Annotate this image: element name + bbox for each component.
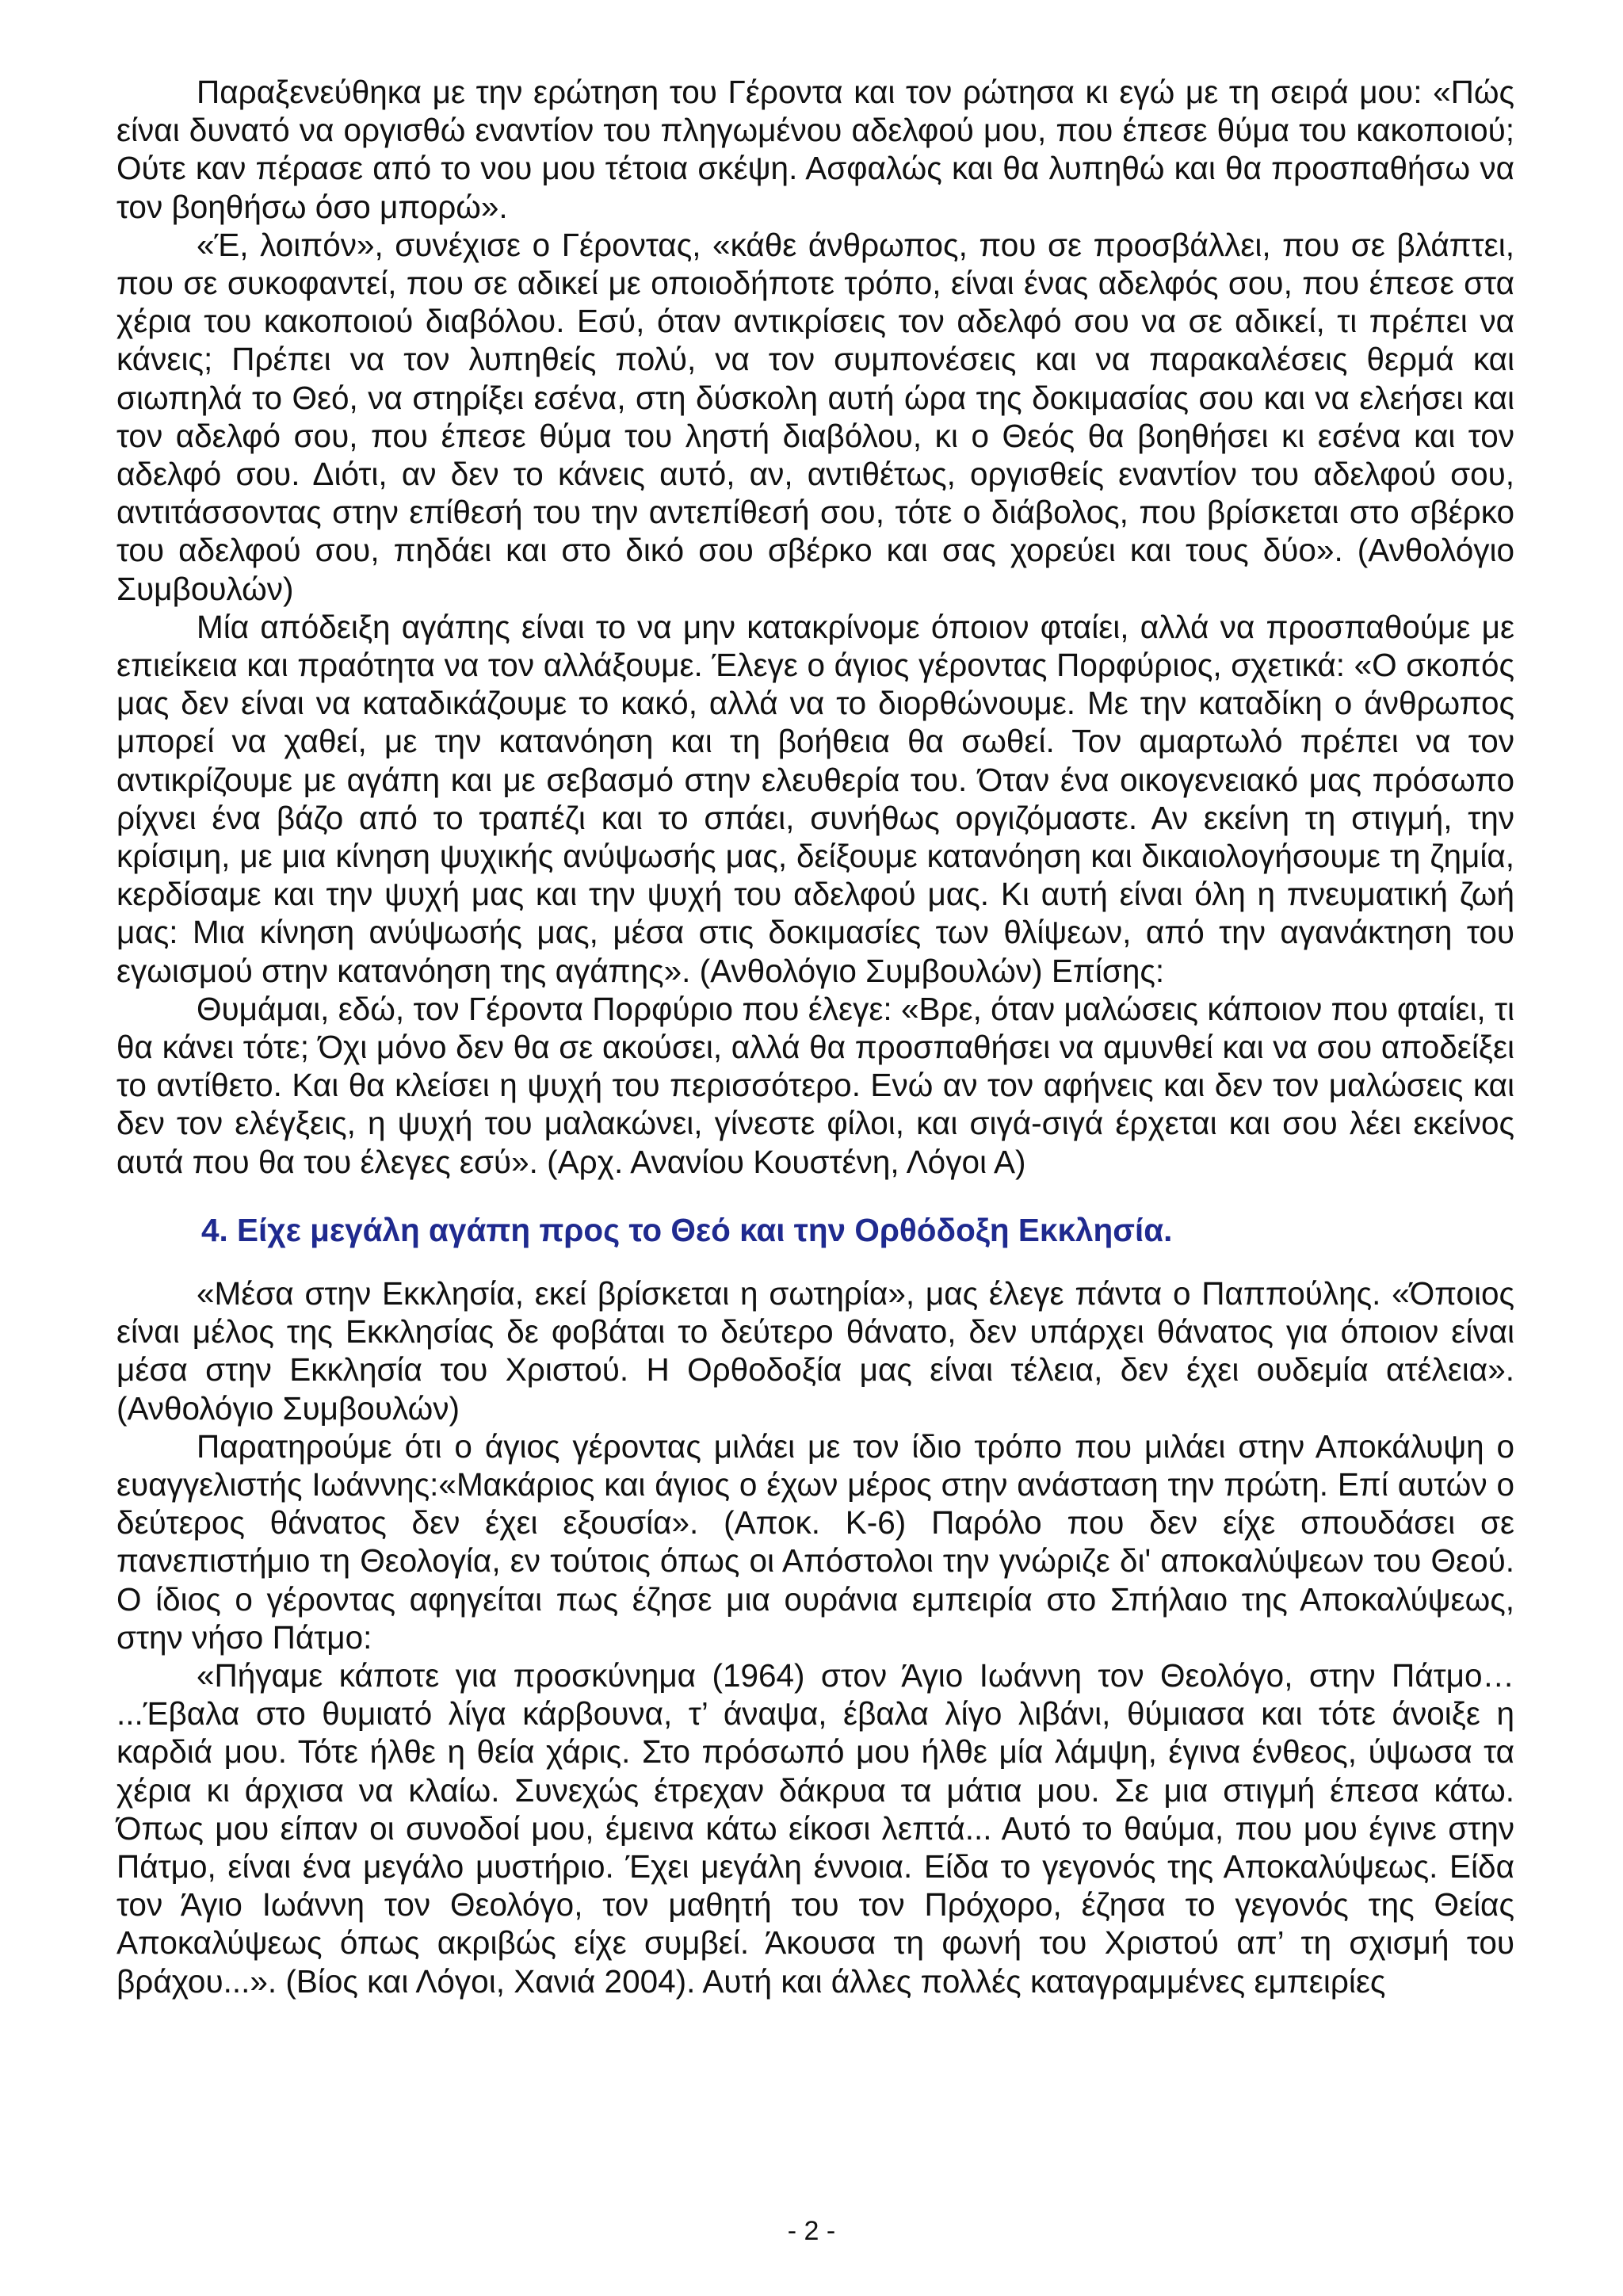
paragraph-4: Θυμάμαι, εδώ, τον Γέροντα Πορφύριο που έλεγε: «Βρε, όταν μαλώσεις κάποιον που φταίει, τι θα κάνει τότε; Όχι μόνο δεν θα σε ακούσει, αλλά θα προσπαθήσει να αμυνθεί και να σου αποδείξει το αντίθετο. Και θα κλείσει η ψυχή του περισσότερο. Ενώ αν τον αφήνεις και δεν τον μαλώσεις και δεν τον ελέγξεις, η ψυχή του μαλακώνει, γίνεστε φίλοι, και σιγά-σιγά έρχεται και σου λέει εκείνος αυτά που θα του έλεγες εσύ». (Αρχ. Ανανίου Κουστένη, Λόγοι Α) <box>116 990 1514 1180</box>
paragraph-2: «Έ, λοιπόν», συνέχισε ο Γέροντας, «κάθε άνθρωπος, που σε προσβάλλει, που σε βλάπτει, που σε συκοφαντεί, που σε αδικεί με οποιοδήποτε τρόπο, είναι ένας αδελφός σου, που έπεσε στα χέρια του κακοποιού διαβόλου. Εσύ, όταν αντικρίσεις τον αδελφό σου να σε αδικεί, τι πρέπει να κάνεις; Πρέπει να τον λυπηθείς πολύ, να τον συμπονέσεις και να παρακαλέσεις θερμά και σιωπηλά το Θεό, να στηρίξει εσένα, στη δύσκολη αυτή ώρα της δοκιμασίας σου και να ελεήσει και τον αδελφό σου, που έπεσε θύμα του ληστή διαβόλου, κι ο Θεός θα βοηθήσει κι εσένα και τον αδελφό σου. Διότι, αν δεν το κάνεις αυτό, αν, αντιθέτως, οργισθείς εναντίον του αδελφού σου, αντιτάσσοντας στην επίθεσή του την αντεπίθεσή σου, τότε ο διάβολος, που βρίσκεται στο σβέρκο του αδελφού σου, πηδάει και στο δικό σου σβέρκο και σας χορεύει και τους δύο». (Ανθολόγιο Συμβουλών) <box>116 226 1514 607</box>
paragraph-6: Παρατηρούμε ότι ο άγιος γέροντας μιλάει με τον ίδιο τρόπο που μιλάει στην Αποκάλυψη ο ευαγγελιστής Ιωάννης:«Μακάριος και άγιος ο έχων μέρος στην ανάσταση την πρώτη. Επί αυτών ο δεύτερος θάνατος δεν έχει εξουσία». (Αποκ. Κ-6) Παρόλο που δεν είχε σπουδάσει σε πανεπιστήμιο τη Θεολογία, εν τούτοις όπως οι Απόστολοι την γνώριζε δι' αποκαλύψεων του Θεού. Ο ίδιος ο γέροντας αφηγείται πως έζησε μια ουράνια εμπειρία στο Σπήλαιο της Αποκαλύψεως, στην νήσο Πάτμο: <box>116 1427 1514 1656</box>
paragraph-7: «Πήγαμε κάποτε για προσκύνημα (1964) στον Άγιο Ιωάννη τον Θεολόγο, στην Πάτμο… ...Έβαλα στο θυμιατό λίγα κάρβουνα, τ’ άναψα, έβαλα λίγο λιβάνι, θύμιασα και τότε άνοιξε η καρδιά μου. Τότε ήλθε η θεία χάρις. Στο πρόσωπό μου ήλθε μία λάμψη, έγινα ένθεος, ύψωσα τα χέρια κι άρχισα να κλαίω. Συνεχώς έτρεχαν δάκρυα τα μάτια μου. Σε μια στιγμή έπεσα κάτω. Όπως μου είπαν οι συνοδοί μου, έμεινα κάτω είκοσι λεπτά... Αυτό το θαύμα, που μου έγινε στην Πάτμο, είναι ένα μεγάλο μυστήριο. Έχει μεγάλη έννοια. Είδα το γεγονός της Αποκαλύψεως. Είδα τον Άγιο Ιωάννη τον Θεολόγο, τον μαθητή του τον Πρόχορο, έζησα το γεγονός της Θείας Αποκαλύψεως όπως ακριβώς είχε συμβεί. Άκουσα τη φωνή του Χριστού απ’ τη σχισμή του βράχου...». (Βίος και Λόγοι, Χανιά 2004). Αυτή και άλλες πολλές καταγραμμένες εμπειρίες <box>116 1656 1514 2000</box>
paragraph-1: Παραξενεύθηκα με την ερώτηση του Γέροντα και τον ρώτησα κι εγώ με τη σειρά μου: «Πώς είναι δυνατό να οργισθώ εναντίον του πληγωμένου αδελφού μου, που έπεσε θύμα του κακοποιού; Ούτε καν πέρασε από το νου μου τέτοια σκέψη. Ασφαλώς και θα λυπηθώ και θα προσπαθήσω να τον βοηθήσω όσο μπορώ». <box>116 74 1514 225</box>
paragraph-3: Μία απόδειξη αγάπης είναι το να μην κατακρίνομε όποιον φταίει, αλλά να προσπαθούμε με επιείκεια και πραότητα να τον αλλάξουμε. Έλεγε ο άγιος γέροντας Πορφύριος, σχετικά: «Ο σκοπός μας δεν είναι να καταδικάζουμε το κακό, αλλά να το διορθώνουμε. Με την καταδίκη ο άνθρωπος μπορεί να χαθεί, με την κατανόηση και τη βοήθεια θα σωθεί. Τον αμαρτωλό πρέπει να τον αντικρίζουμε με αγάπη και με σεβασμό στην ελευθερία του. Όταν ένα οικογενειακό μας πρόσωπο ρίχνει ένα βάζο από το τραπέζι και το σπάει, συνήθως οργιζόμαστε. Αν εκείνη τη στιγμή, την κρίσιμη, με μια κίνηση ψυχικής ανύψωσής μας, δείξουμε κατανόηση και δικαιολογήσουμε τη ζημία, κερδίσαμε και την ψυχή μας και την ψυχή του αδελφού μας. Κι αυτή είναι όλη η πνευματική ζωή μας: Μια κίνηση ανύψωσής μας, μέσα στις δοκιμασίες των θλίψεων, από την αγανάκτηση του εγωισμού στην κατανόηση της αγάπης». (Ανθολόγιο Συμβουλών) Επίσης: <box>116 608 1514 989</box>
page-number: - 2 - <box>787 2216 836 2246</box>
paragraph-5: «Μέσα στην Εκκλησία, εκεί βρίσκεται η σωτηρία», μας έλεγε πάντα ο Παππούλης. «Όποιος είναι μέλος της Εκκλησίας δε φοβάται το δεύτερο θάνατο, δεν υπάρχει θάνατος για όποιον είναι μέσα στην Εκκλησία του Χριστού. Η Ορθοδοξία μας είναι τέλεια, δεν έχει ουδεμία ατέλεια». (Ανθολόγιο Συμβουλών) <box>116 1274 1514 1427</box>
section-heading: 4. Είχε μεγάλη αγάπη προς το Θεό και την Ορθόδοξη Εκκλησία. <box>201 1211 1173 1248</box>
document-body <box>116 73 1514 2000</box>
